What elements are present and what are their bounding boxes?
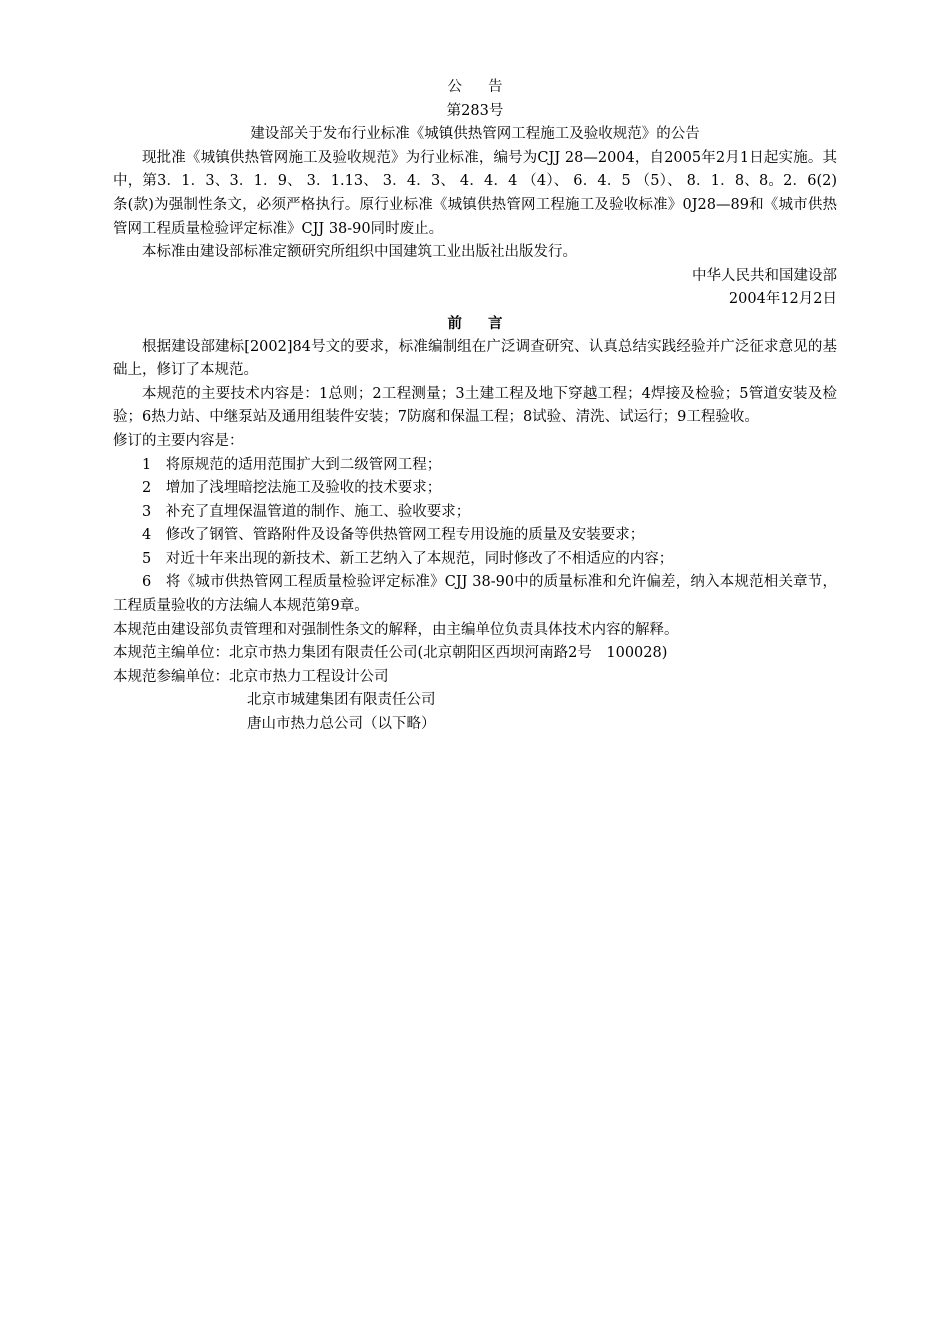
- foreword-paragraph-2: 本规范的主要技术内容是：1总则；2工程测量；3土建工程及地下穿越工程；4焊接及检验；5管道安装及检验；6热力站、中继泵站及通用组装件安装；7防腐和保温工程；8试验、清洗、试运行；9工程验收。: [113, 385, 837, 426]
- participating-line: [113, 666, 837, 690]
- revision-item: [113, 548, 837, 572]
- announcement-number: 第283号: [446, 102, 504, 119]
- participating-label: 本规范参编单位：: [113, 668, 229, 685]
- document-page: [113, 76, 837, 737]
- announcement-heading-text: 公告: [447, 79, 529, 95]
- revision-number: 2: [142, 480, 152, 497]
- foreword-heading: [113, 312, 837, 336]
- chief-unit-line: [113, 642, 837, 666]
- chief-unit-name: 北京市热力集团有限责任公司(北京朝阳区西坝河南路2号 100028): [229, 645, 668, 662]
- revision-item: [113, 571, 837, 618]
- revision-text: 对近十年来出现的新技术、新工艺纳入了本规范，同时修改了不相适应的内容；: [165, 550, 674, 567]
- announcement-issuer: 中华人民共和国建设部: [692, 267, 837, 284]
- revision-list: [113, 454, 837, 619]
- participating-unit: 唐山市热力总公司（以下略）: [247, 716, 436, 733]
- revision-item: [113, 454, 837, 478]
- announcement-title: 建设部关于发布行业标准《城镇供热管网工程施工及验收规范》的公告: [250, 126, 700, 143]
- announcement-heading: [113, 76, 837, 100]
- revision-number: 6: [142, 574, 152, 591]
- announcement-paragraph-1: 现批准《城镇供热管网施工及验收规范》为行业标准，编号为CJJ 28—2004，自2005年2月1日起实施。其中，第3．1．3、3．1．9、 3．1.13、 3．4．3、 4．4．4 （4）、 6．4．5 （5）、 8．1．8、8。2．6(2)条(款)为强制性条文，必须严格执行。原行业标准《城镇供热管网工程施工及验收标准》0J28—89和《城市供热管网工程质量检验评定标准》CJJ 38-90同时废止。: [113, 149, 837, 237]
- revision-text: 补充了直埋保温管道的制作、施工、验收要求；: [165, 503, 471, 520]
- revision-text: 增加了浅埋暗挖法施工及验收的技术要求；: [165, 480, 442, 497]
- chief-unit-label: 本规范主编单位：: [113, 645, 229, 662]
- revision-number: 3: [142, 503, 152, 520]
- revision-item: [113, 477, 837, 501]
- revision-text: 将原规范的适用范围扩大到二级管网工程；: [165, 456, 442, 473]
- revision-text: 将《城市供热管网工程质量检验评定标准》CJJ 38-90中的质量标准和允许偏差，纳入本规范相关章节，工程质量验收的方法编人本规范第9章。: [113, 574, 837, 615]
- revision-text: 修改了钢管、管路附件及设备等供热管网工程专用设施的质量及安装要求；: [165, 527, 645, 544]
- foreword-paragraph-1: 根据建设部建标[2002]84号文的要求，标准编制组在广泛调查研究、认真总结实践经验并广泛征求意见的基础上，修订了本规范。: [113, 338, 837, 379]
- revision-number: 1: [142, 456, 152, 473]
- revision-item: [113, 524, 837, 548]
- announcement-date: 2004年12月2日: [728, 291, 837, 308]
- revision-number: 5: [142, 550, 152, 567]
- announcement-paragraph-2: 本标准由建设部标准定额研究所组织中国建筑工业出版社出版发行。: [142, 244, 577, 261]
- revision-number: 4: [142, 527, 152, 544]
- revision-item: [113, 501, 837, 525]
- revision-intro: 修订的主要内容是：: [113, 432, 244, 449]
- participating-unit: 北京市城建集团有限责任公司: [247, 692, 436, 709]
- interpretation-statement: 本规范由建设部负责管理和对强制性条文的解释，由主编单位负责具体技术内容的解释。: [113, 621, 679, 638]
- foreword-heading-text: 前言: [447, 314, 529, 332]
- participating-unit: 北京市热力工程设计公司: [229, 668, 389, 685]
